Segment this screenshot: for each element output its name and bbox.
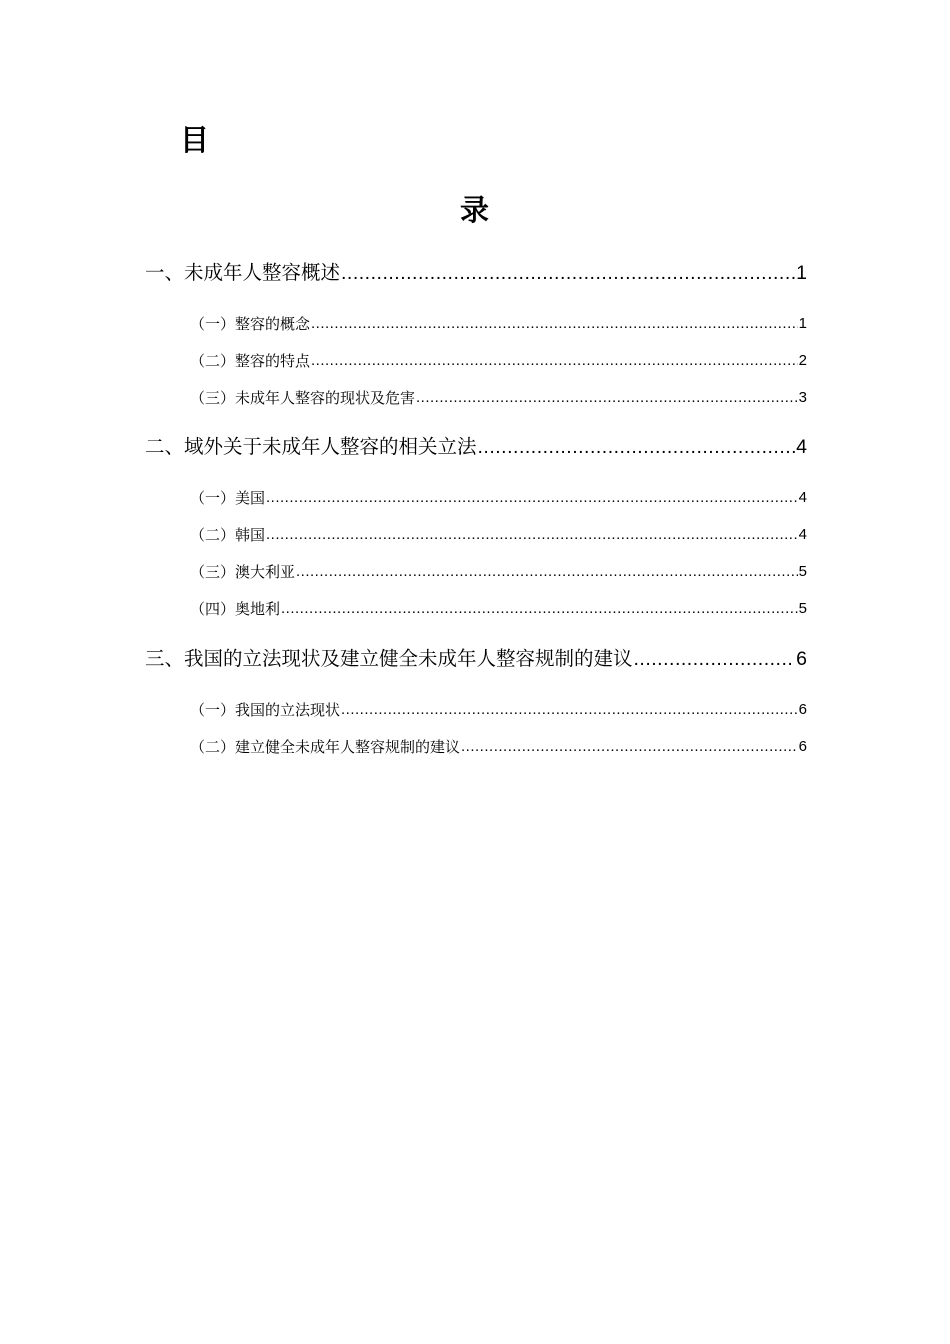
toc-dot-leader: [266, 524, 798, 546]
toc-entry-section-1[interactable]: [145, 259, 807, 287]
toc-dot-leader: [266, 487, 798, 509]
toc-entry-label: （三）未成年人整容的现状及危害: [190, 389, 416, 407]
toc-page-number: 6: [798, 701, 807, 718]
toc-entry-label: 二、域外关于未成年人整容的相关立法: [145, 435, 477, 458]
toc-entry-label: （一）美国: [190, 489, 266, 507]
toc-dot-leader: [634, 645, 796, 673]
toc-dot-leader: [341, 259, 795, 287]
toc-entry-section-2-4[interactable]: [190, 598, 807, 620]
toc-entry-section-2-2[interactable]: [190, 524, 807, 546]
toc-dot-leader: [416, 387, 798, 409]
toc-page-number: 4: [796, 436, 807, 458]
toc-entry-label: （二）整容的特点: [190, 352, 311, 370]
toc-dot-leader: [281, 598, 798, 620]
toc-page-number: 6: [796, 648, 807, 670]
toc-entry-section-1-2[interactable]: [190, 350, 807, 372]
toc-entry-label: （一）我国的立法现状: [190, 701, 341, 719]
toc-entry-label: （二）建立健全未成年人整容规制的建议: [190, 738, 461, 756]
toc-page-number: 3: [798, 389, 807, 406]
toc-dot-leader: [296, 561, 798, 583]
toc-entry-section-1-1[interactable]: [190, 313, 807, 335]
toc-entry-section-1-3[interactable]: [190, 387, 807, 409]
toc-title-part-2: 录: [460, 193, 490, 227]
toc-entry-label: （四）奥地利: [190, 600, 281, 618]
toc-entry-section-2[interactable]: [145, 433, 807, 461]
toc-page-number: 5: [798, 563, 807, 580]
toc-page-number: 1: [796, 262, 807, 284]
toc-page-number: 4: [798, 526, 807, 543]
toc-dot-leader: [478, 433, 796, 461]
toc-dot-leader: [461, 736, 798, 758]
toc-page-number: 2: [798, 352, 807, 369]
toc-entry-section-3[interactable]: [145, 645, 807, 673]
toc-page-number: 6: [798, 738, 807, 755]
toc-entry-label: （二）韩国: [190, 526, 266, 544]
toc-dot-leader: [311, 350, 798, 372]
toc-entry-section-3-1[interactable]: [190, 699, 807, 721]
toc-entry-section-2-3[interactable]: [190, 561, 807, 583]
toc-entry-label: 一、未成年人整容概述: [145, 261, 341, 284]
toc-title-part-1: 目: [180, 123, 210, 157]
toc-entry-label: （三）澳大利亚: [190, 563, 296, 581]
toc-entry-label: 三、我国的立法现状及建立健全未成年人整容规制的建议: [145, 647, 633, 670]
toc-dot-leader: [341, 699, 798, 721]
toc-page-number: 4: [798, 489, 807, 506]
toc-entry-section-2-1[interactable]: [190, 487, 807, 509]
toc-page-number: 1: [798, 315, 807, 332]
toc-entry-section-3-2[interactable]: [190, 736, 807, 758]
toc-dot-leader: [311, 313, 798, 335]
toc-entry-label: （一）整容的概念: [190, 315, 311, 333]
toc-page-number: 5: [798, 600, 807, 617]
